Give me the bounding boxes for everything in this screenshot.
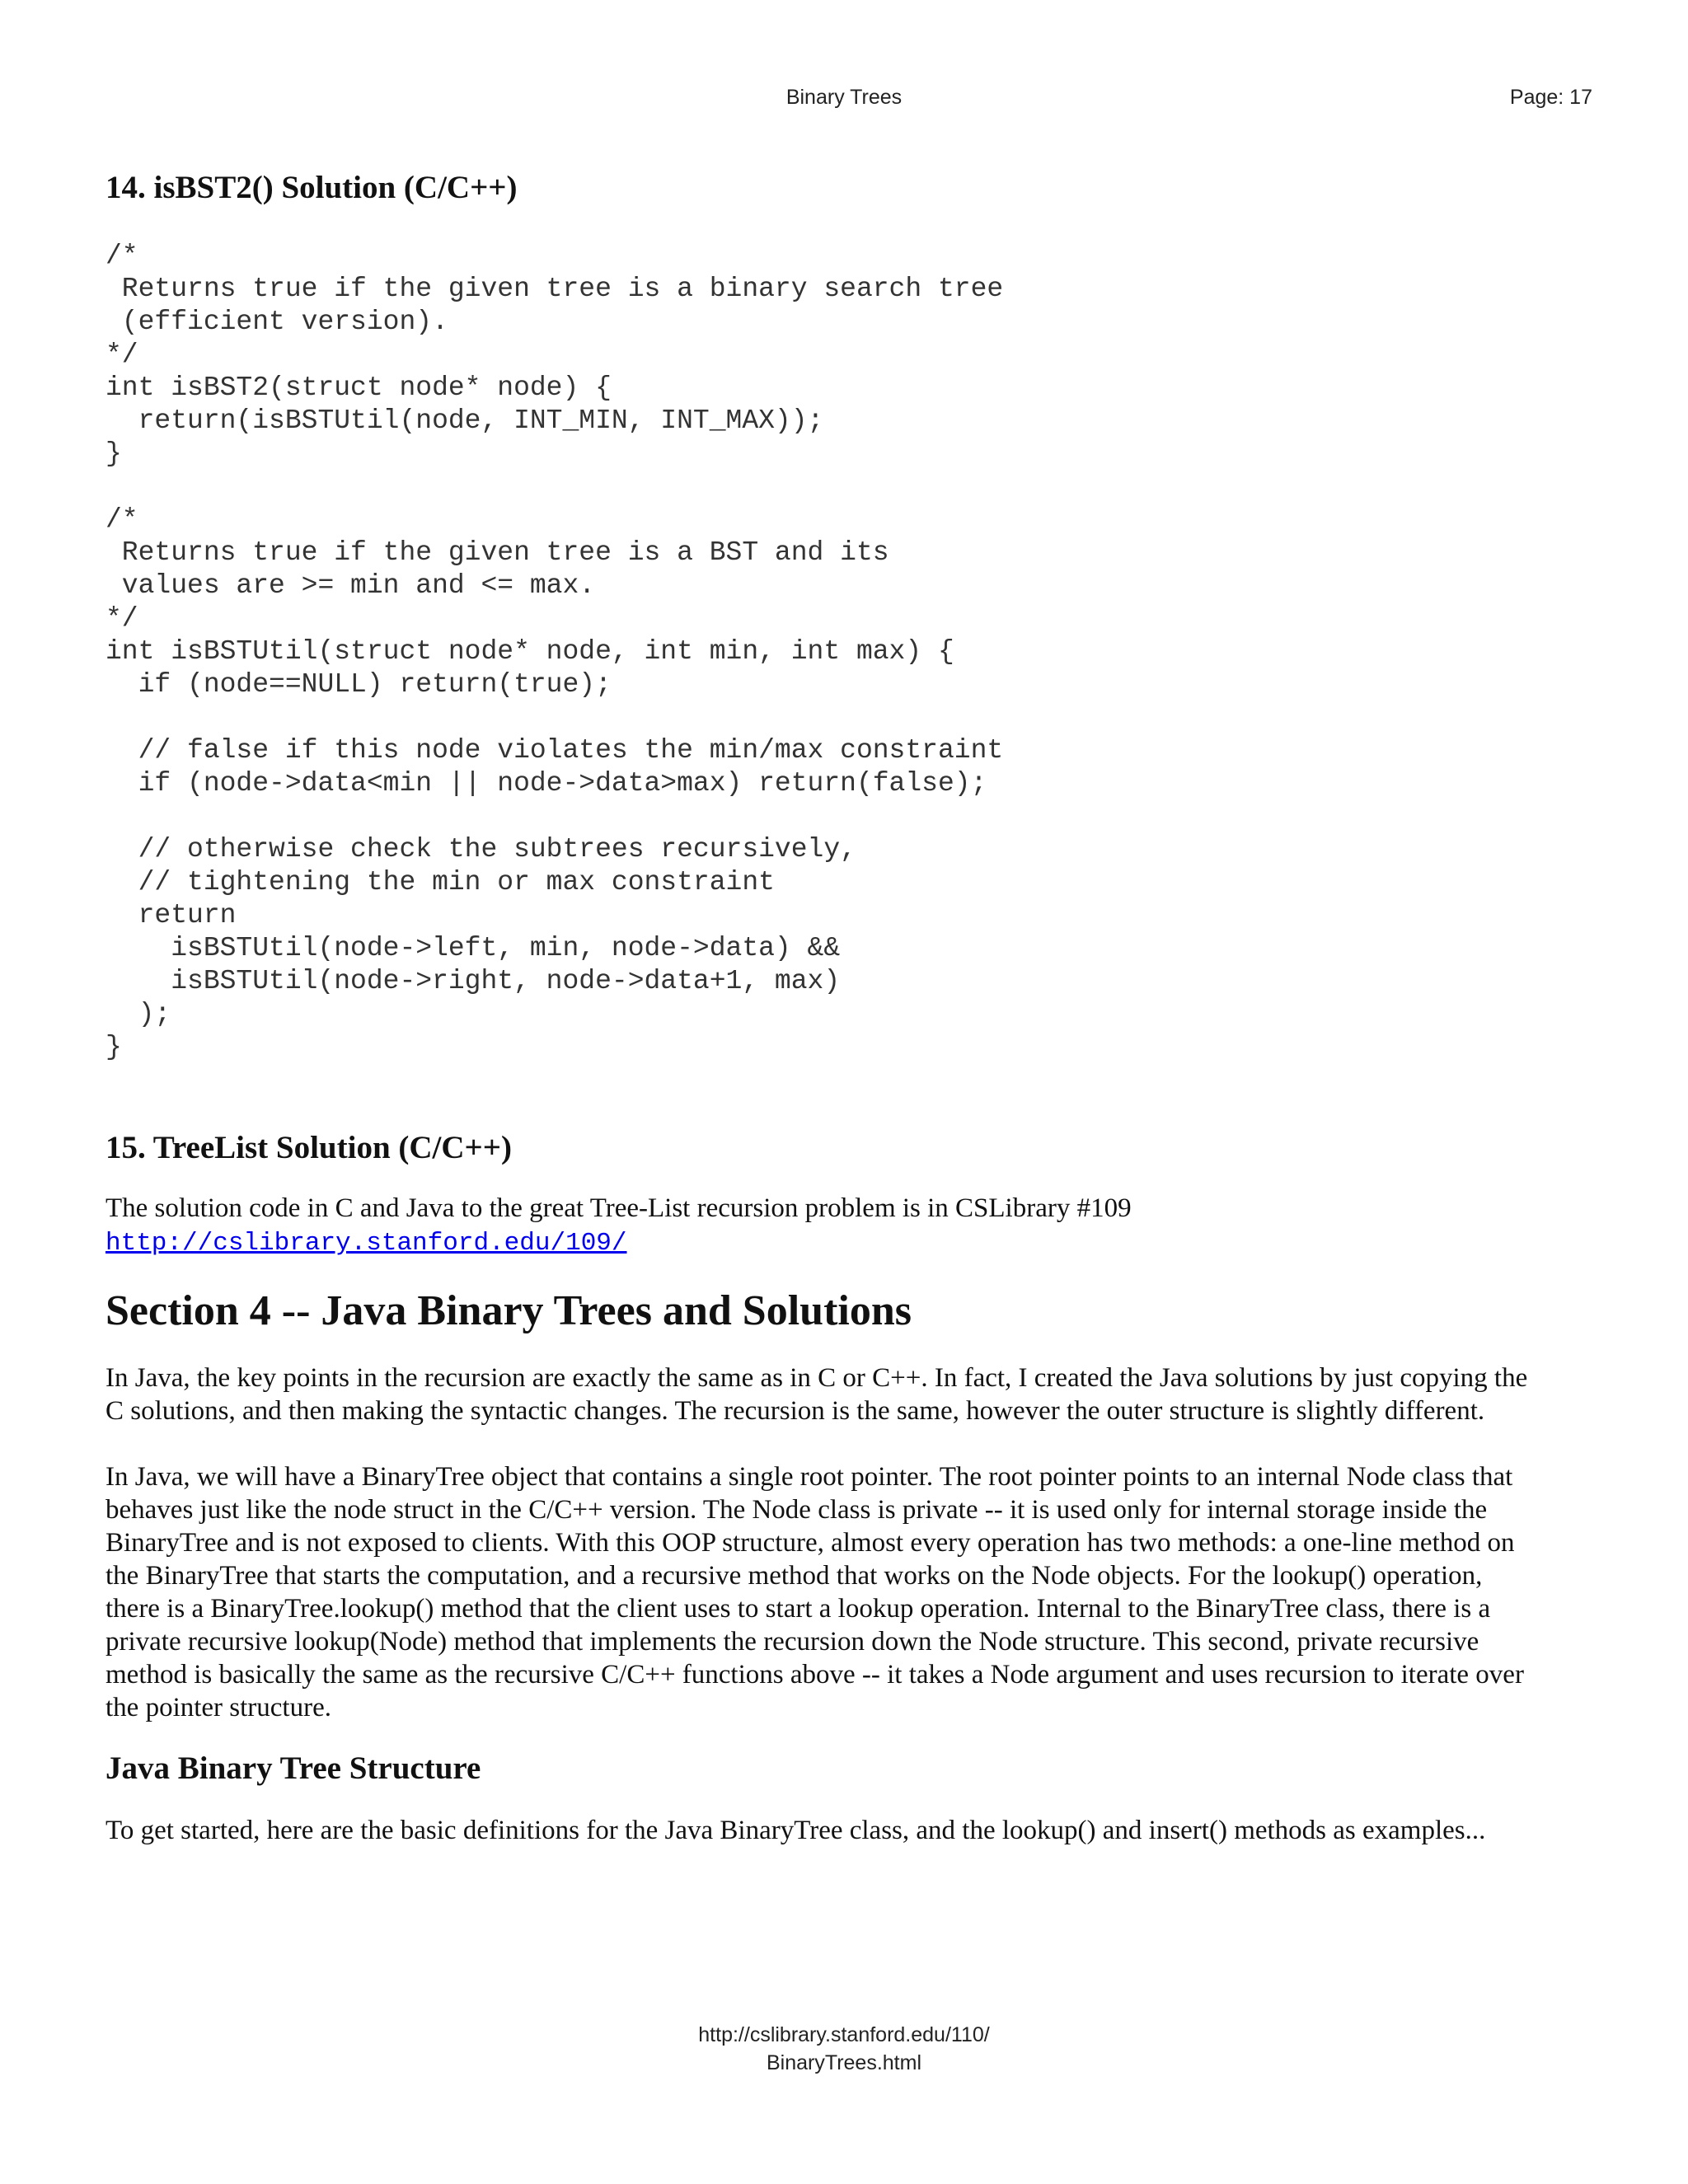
java-intro-paragraph: In Java, the key points in the recursion are exactly the same as in C or C++. In fact, I created the Java solutions by just copying the C solutions, and then making the syntactic changes. The recursion is the same, however the outer structure is slightly different.	[106, 1363, 1528, 1427]
footer-url: http://cslibrary.stanford.edu/110/	[698, 2023, 990, 2046]
java-oop-paragraph: In Java, we will have a BinaryTree object that contains a single root pointer. The root pointer points to an internal Node class that behaves just like the node struct in the C/C++ version. The Node class is private -- it is used only for internal storage inside the BinaryTree and is not exposed to clients. With this OOP structure, almost every operation has two methods: a one-line method on the BinaryTree that starts the computation, and a recursive method that works on the Node objects. For the lookup() operation, there is a BinaryTree.lookup() method that the client uses to start a lookup operation. Internal to the BinaryTree class, there is a private recursive lookup(Node) method that implements the recursion down the Node structure. This second, private recursive method is basically the same as the recursive C/C++ functions above -- it takes a Node argument and uses recursion to iterate over the pointer structure.	[106, 1462, 1524, 1723]
java-structure-paragraph: To get started, here are the basic definitions for the Java BinaryTree class, and the lookup() and insert() methods as examples...	[106, 1816, 1486, 1846]
java-structure-heading: Java Binary Tree Structure	[106, 1750, 481, 1787]
page-content	[106, 170, 1540, 1847]
page-header	[0, 86, 1688, 119]
cslibrary-109-link[interactable]: http://cslibrary.stanford.edu/109/	[106, 1228, 627, 1258]
treelist-text: The solution code in C and Java to the great Tree-List recursion problem is in CSLibrary #109	[106, 1193, 1132, 1223]
section-14-heading: 14. isBST2() Solution (C/C++)	[106, 170, 518, 205]
page-number: Page: 17	[1509, 86, 1592, 109]
treelist-paragraph	[106, 1192, 1540, 1260]
isbst2-code-block: /* Returns true if the given tree is a binary search tree (efficient version). */ int isBST2(struct node* node) { return(isBSTUtil(node, INT_MIN, INT_MAX)); } /* Returns true if the given tree is a BST and its values are >= min and <= max. */ int isBSTUtil(struct node* node, int min, int max) { if (node==NULL) return(true); // false if this node violates the min/max constraint if (node->data<min || node->data>max) return(false); // otherwise check the subtrees recursively, // tightening the min or max constraint return isBSTUtil(node->left, min, node->data) && isBSTUtil(node->right, node->data+1, max) ); }	[106, 240, 1004, 1062]
section-4-heading: Section 4 -- Java Binary Trees and Solutions	[106, 1286, 912, 1334]
page-footer	[0, 2021, 1688, 2077]
footer-filename: BinaryTrees.html	[766, 2051, 921, 2074]
header-title: Binary Trees	[785, 86, 903, 109]
section-15-heading: 15. TreeList Solution (C/C++)	[106, 1129, 512, 1165]
